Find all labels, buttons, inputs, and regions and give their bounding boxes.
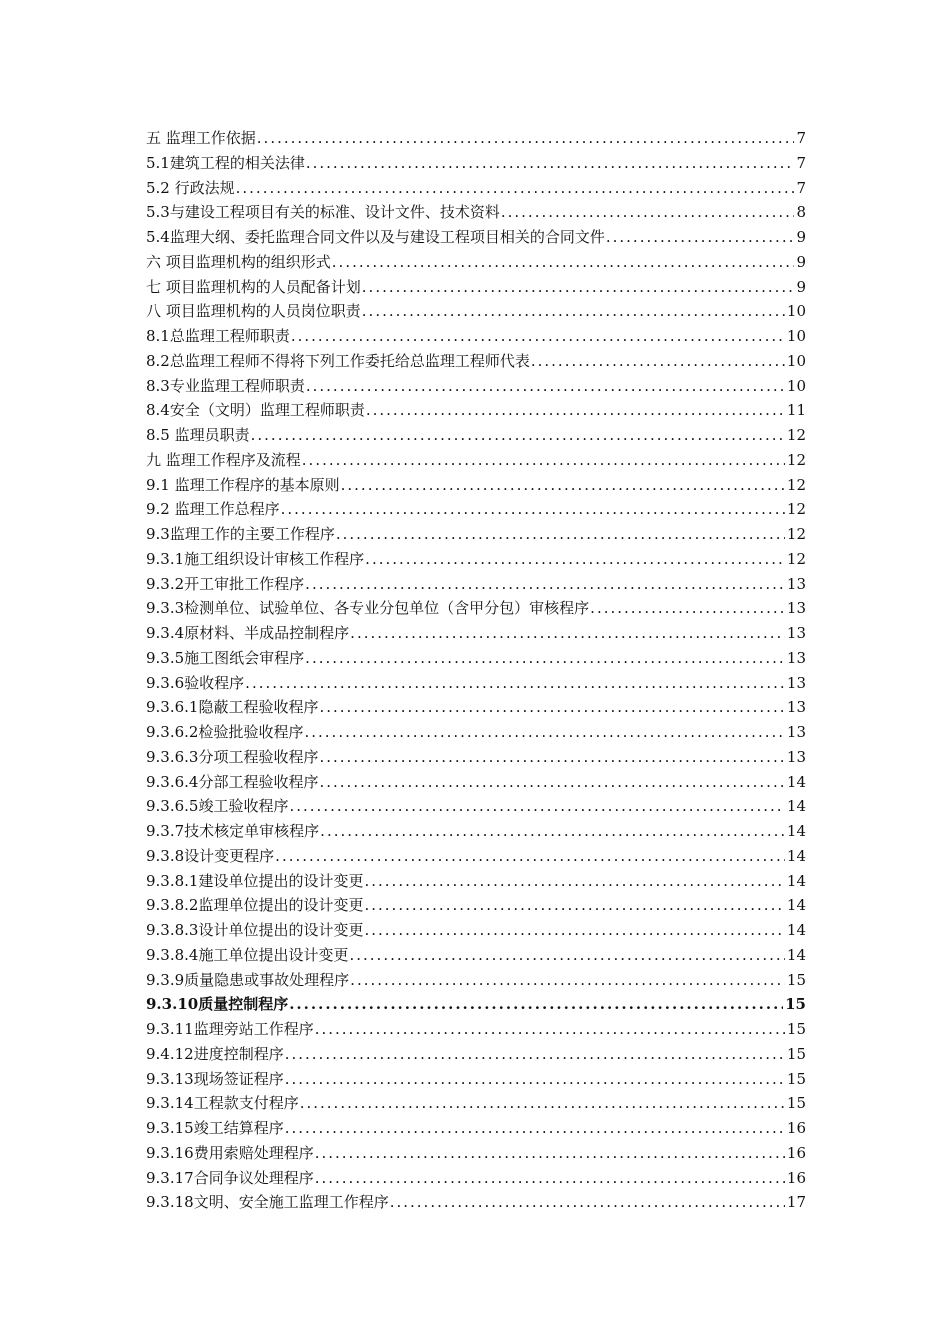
toc-dot-leader: [306, 374, 785, 399]
toc-dot-leader: [349, 943, 784, 968]
toc-dot-leader: [306, 151, 795, 176]
toc-entry: [146, 497, 806, 522]
toc-entry: [146, 324, 806, 349]
toc-dot-leader: [350, 621, 785, 646]
toc-entry-title: 9.3.17合同争议处理程序: [146, 1168, 314, 1187]
toc-dot-leader: [319, 745, 784, 770]
toc-dot-leader: [245, 671, 785, 696]
toc-entry-page-number: 11: [786, 401, 806, 420]
toc-entry-title: 5.4监理大纲、委托监理合同文件以及与建设工程项目相关的合同文件: [146, 228, 605, 246]
toc-entry-title: 9.3.15竣工结算程序: [146, 1119, 284, 1137]
toc-entry: [146, 1067, 806, 1092]
toc-entry: [146, 794, 806, 819]
toc-entry-title: 9.3.8.3设计单位提出的设计变更: [146, 921, 364, 939]
toc-dot-leader: [305, 572, 785, 597]
toc-entry-page-number: 12: [786, 475, 806, 494]
toc-entry-page-number: 7: [796, 178, 806, 197]
toc-entry: [146, 695, 806, 720]
toc-entry-title: 9.1 监理工作程序的基本原则: [146, 475, 340, 494]
toc-entry-page-number: 13: [786, 648, 806, 667]
toc-dot-leader: [315, 1017, 785, 1042]
toc-entry-title: 9.3监理工作的主要工作程序: [146, 525, 335, 543]
toc-entry-page-number: 13: [786, 747, 806, 766]
toc-entry-page-number: 10: [786, 302, 806, 321]
toc-dot-leader: [319, 695, 784, 720]
toc-entry: [146, 720, 806, 745]
toc-entry: [146, 918, 806, 943]
toc-dot-leader: [289, 794, 784, 819]
toc-dot-leader: [300, 1091, 785, 1116]
toc-dot-leader: [362, 299, 785, 324]
toc-entry-page-number: 14: [786, 921, 806, 939]
toc-entry: [146, 547, 806, 572]
toc-entry-page-number: 7: [796, 153, 806, 172]
toc-entry-page-number: 13: [786, 599, 806, 618]
toc-entry-page-number: 13: [786, 624, 806, 642]
toc-entry-page-number: 15: [786, 970, 806, 989]
toc-dot-leader: [365, 547, 785, 572]
toc-entry: [146, 646, 806, 671]
toc-entry-page-number: 15: [786, 1020, 806, 1038]
toc-entry: [146, 1166, 806, 1191]
toc-entry: [146, 225, 806, 250]
toc-dot-leader: [364, 893, 784, 918]
toc-dot-leader: [285, 1116, 785, 1141]
toc-dot-leader: [236, 176, 795, 201]
toc-dot-leader: [366, 398, 785, 423]
toc-dot-leader: [606, 225, 795, 250]
toc-entry-title: 9.3.9质量隐患或事故处理程序: [146, 970, 350, 989]
toc-dot-leader: [291, 324, 785, 349]
toc-entry-page-number: 12: [786, 426, 806, 444]
toc-entry-page-number: 12: [786, 525, 806, 543]
toc-dot-leader: [257, 126, 795, 151]
toc-entry: [146, 250, 806, 275]
toc-entry: [146, 1042, 806, 1067]
toc-entry-title: 9.4.12进度控制程序: [146, 1044, 284, 1063]
toc-entry-page-number: 12: [786, 450, 806, 469]
toc-entry-title: 五 监理工作依据: [146, 129, 256, 147]
toc-dot-leader: [285, 1067, 785, 1092]
toc-dot-leader: [350, 968, 785, 993]
toc-dot-leader: [341, 473, 785, 498]
toc-entry: [146, 151, 806, 176]
toc-entry: [146, 671, 806, 696]
toc-entry-title: 8.4安全（文明）监理工程师职责: [146, 401, 365, 420]
toc-entry: [146, 893, 806, 918]
toc-entry: [146, 473, 806, 498]
toc-entry: [146, 176, 806, 201]
toc-entry-title: 八 项目监理机构的人员岗位职责: [146, 302, 361, 321]
toc-entry-title: 9.3.8.2监理单位提出的设计变更: [146, 896, 364, 915]
toc-entry-title: 8.2总监理工程师不得将下列工作委托给总监理工程师代表: [146, 351, 530, 370]
toc-dot-leader: [302, 448, 785, 473]
toc-dot-leader: [289, 992, 783, 1017]
toc-dot-leader: [501, 200, 795, 225]
toc-entry: [146, 745, 806, 770]
toc-entry-page-number: 15: [786, 1094, 806, 1113]
toc-dot-leader: [364, 869, 784, 894]
toc-dot-leader: [362, 275, 795, 300]
toc-entry: [146, 869, 806, 894]
toc-entry-title: 9.3.3检测单位、试验单位、各专业分包单位（含甲分包）审核程序: [146, 599, 590, 618]
toc-entry-page-number: 9: [796, 277, 806, 296]
toc-entry-page-number: 14: [786, 772, 806, 791]
toc-entry-page-number: 16: [786, 1119, 806, 1137]
toc-entry: [146, 275, 806, 300]
toc-entry-title: 九 监理工作程序及流程: [146, 450, 301, 469]
toc-dot-leader: [531, 349, 785, 374]
toc-entry-title: 9.3.6.3分项工程验收程序: [146, 747, 319, 766]
toc-entry: [146, 349, 806, 374]
toc-dot-leader: [281, 497, 785, 522]
toc-dot-leader: [285, 1042, 785, 1067]
toc-entry-title: 9.3.8.1建设单位提出的设计变更: [146, 871, 364, 890]
toc-entry: [146, 770, 806, 795]
toc-entry-title: 9.3.1施工组织设计审核工作程序: [146, 549, 365, 568]
toc-entry-page-number: 15: [786, 1069, 806, 1088]
toc-entry-title: 9.3.14工程款支付程序: [146, 1094, 299, 1113]
toc-dot-leader: [336, 522, 785, 547]
toc-dot-leader: [364, 918, 784, 943]
toc-entry-page-number: 15: [786, 1044, 806, 1063]
toc-entry-title: 5.2 行政法规: [146, 178, 235, 197]
toc-dot-leader: [315, 1141, 785, 1166]
toc-entry-page-number: 10: [786, 376, 806, 395]
toc-dot-leader: [251, 423, 785, 448]
toc-entry-page-number: 12: [786, 500, 806, 519]
toc-entry-page-number: 16: [786, 1168, 806, 1187]
toc-entry-title: 9.3.7技术核定单审核程序: [146, 822, 320, 840]
toc-entry-page-number: 10: [786, 351, 806, 370]
toc-entry-title: 9.3.6.5竣工验收程序: [146, 797, 289, 816]
toc-entry-page-number: 17: [786, 1193, 806, 1212]
toc-entry-title: 9.3.8.4施工单位提出设计变更: [146, 945, 349, 964]
toc-entry-title: 9.2 监理工作总程序: [146, 500, 280, 519]
toc-dot-leader: [275, 844, 785, 869]
toc-entry: [146, 1116, 806, 1141]
toc-entry-title: 5.1建筑工程的相关法律: [146, 153, 305, 172]
toc-entry-title: 9.3.6验收程序: [146, 673, 245, 692]
toc-entry-title: 5.3与建设工程项目有关的标准、设计文件、技术资料: [146, 203, 500, 222]
toc-entry-title: 8.5 监理员职责: [146, 426, 250, 444]
toc-entry: [146, 844, 806, 869]
toc-entry-title: 9.3.5施工图纸会审程序: [146, 648, 305, 667]
toc-entry: [146, 992, 806, 1017]
toc-entry-page-number: 14: [786, 846, 806, 865]
toc-entry-page-number: 14: [786, 945, 806, 964]
toc-entry-page-number: 16: [786, 1143, 806, 1162]
toc-entry-page-number: 9: [796, 228, 806, 246]
toc-entry: [146, 1141, 806, 1166]
toc-entry: [146, 943, 806, 968]
toc-entry: [146, 423, 806, 448]
toc-entry-title: 9.3.6.2检验批验收程序: [146, 723, 304, 741]
toc-dot-leader: [319, 770, 784, 795]
toc-entry: [146, 1190, 806, 1215]
toc-entry-title: 8.3专业监理工程师职责: [146, 376, 305, 395]
toc-entry-title: 9.3.4原材料、半成品控制程序: [146, 624, 350, 642]
toc-entry-title: 9.3.6.1隐蔽工程验收程序: [146, 698, 319, 717]
toc-entry: [146, 398, 806, 423]
toc-entry-page-number: 14: [786, 822, 806, 840]
toc-entry: [146, 819, 806, 844]
toc-entry: [146, 596, 806, 621]
toc-entry-title: 9.3.18文明、安全施工监理工作程序: [146, 1193, 389, 1212]
toc-entry: [146, 572, 806, 597]
toc-entry: [146, 1017, 806, 1042]
toc-entry-title: 9.3.8设计变更程序: [146, 846, 275, 865]
toc-entry-title: 9.3.16费用索赔处理程序: [146, 1143, 314, 1162]
toc-entry: [146, 968, 806, 993]
table-of-contents: [146, 126, 806, 1215]
toc-entry-title: 9.3.13现场签证程序: [146, 1069, 284, 1088]
toc-entry: [146, 126, 806, 151]
toc-dot-leader: [320, 819, 785, 844]
toc-entry-page-number: 13: [786, 574, 806, 593]
toc-entry-page-number: 7: [796, 129, 806, 147]
toc-entry: [146, 1091, 806, 1116]
toc-dot-leader: [305, 646, 785, 671]
toc-entry-title: 9.3.11监理旁站工作程序: [146, 1020, 314, 1038]
toc-dot-leader: [332, 250, 795, 275]
toc-entry-page-number: 15: [785, 995, 806, 1014]
toc-entry-page-number: 12: [786, 549, 806, 568]
toc-entry-page-number: 10: [786, 327, 806, 345]
toc-entry-page-number: 14: [786, 797, 806, 816]
toc-entry-page-number: 14: [786, 896, 806, 915]
toc-entry-title: 六 项目监理机构的组织形式: [146, 252, 331, 271]
toc-entry-page-number: 8: [796, 203, 806, 222]
toc-entry-title: 9.3.2开工审批工作程序: [146, 574, 305, 593]
toc-entry-page-number: 13: [786, 698, 806, 717]
toc-entry: [146, 522, 806, 547]
toc-dot-leader: [590, 596, 785, 621]
toc-entry-title: 9.3.10质量控制程序: [146, 995, 289, 1014]
toc-entry: [146, 299, 806, 324]
toc-entry: [146, 621, 806, 646]
toc-dot-leader: [390, 1190, 785, 1215]
toc-entry: [146, 200, 806, 225]
toc-entry: [146, 374, 806, 399]
toc-dot-leader: [315, 1166, 785, 1191]
toc-entry-page-number: 9: [796, 252, 806, 271]
toc-entry-page-number: 14: [786, 871, 806, 890]
toc-entry-title: 9.3.6.4分部工程验收程序: [146, 772, 319, 791]
toc-entry-title: 七 项目监理机构的人员配备计划: [146, 277, 361, 296]
toc-dot-leader: [304, 720, 784, 745]
toc-entry: [146, 448, 806, 473]
toc-entry-page-number: 13: [786, 673, 806, 692]
toc-entry-page-number: 13: [786, 723, 806, 741]
toc-entry-title: 8.1总监理工程师职责: [146, 327, 290, 345]
